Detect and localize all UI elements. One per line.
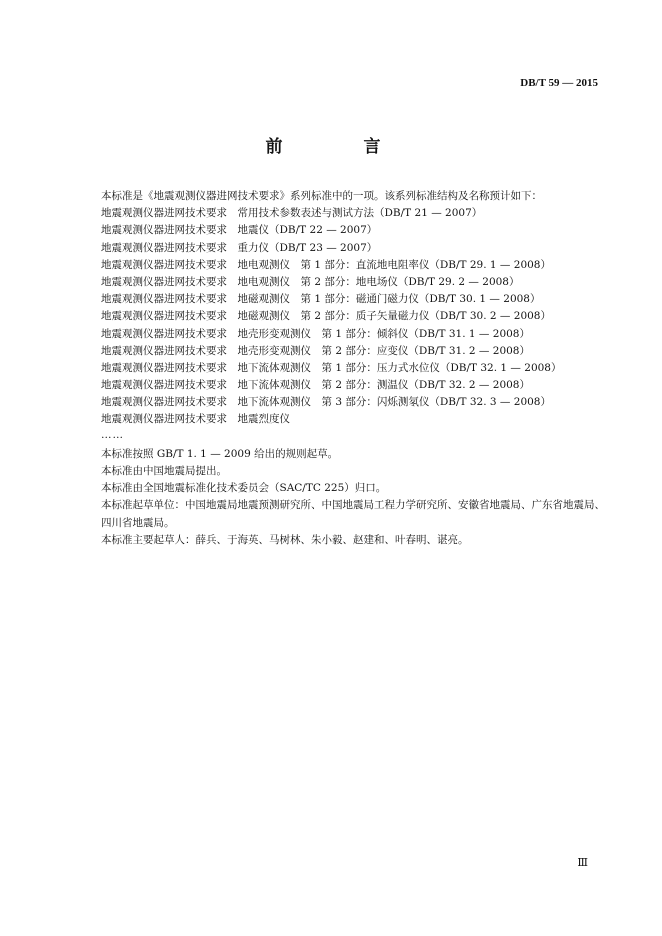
series-item: 地震观测仪器进网技术要求 地下流体观测仪 第 2 部分：测温仪（DB/T 32. 2 — 2008） (101, 379, 530, 392)
series-item: 地震观测仪器进网技术要求 重力仪（DB/T 23 — 2007） (101, 241, 378, 254)
proposed-by-paragraph: 本标准由中国地震局提出。 (101, 465, 227, 477)
series-list (101, 205, 607, 428)
foreword-body (101, 188, 607, 549)
intro-paragraph: 本标准是《地震观测仪器进网技术要求》系列标准中的一项。该系列标准结构及名称预计如下： (101, 190, 542, 202)
series-item: 地震观测仪器进网技术要求 地下流体观测仪 第 1 部分：压力式水位仪（DB/T 32. 1 — 2008） (101, 361, 562, 374)
drafters-paragraph: 本标准主要起草人：薛兵、于海英、马树林、朱小毅、赵建和、叶春明、谌亮。 (101, 533, 469, 546)
page-number: Ⅲ (577, 857, 588, 869)
series-item: 地震观测仪器进网技术要求 地磁观测仪 第 2 部分：质子矢量磁力仪（DB/T 30. 2 — 2008） (101, 310, 551, 323)
series-item: 地震观测仪器进网技术要求 地电观测仪 第 1 部分：直流地电阻率仪（DB/T 29. 1 — 2008） (101, 258, 551, 271)
drafting-units-paragraph: 本标准起草单位：中国地震局地震预测研究所、中国地震局工程力学研究所、安徽省地震局、广东省地震局、四川省地震局。 (101, 499, 605, 529)
series-item: 地震观测仪器进网技术要求 地震仪（DB/T 22 — 2007） (101, 224, 378, 237)
series-item: 地震观测仪器进网技术要求 地电观测仪 第 2 部分：地电场仪（DB/T 29. 2 — 2008） (101, 275, 520, 288)
series-item: 地震观测仪器进网技术要求 地下流体观测仪 第 3 部分：闪烁测氡仪（DB/T 32. 3 — 2008） (101, 396, 551, 409)
series-item: 地震观测仪器进网技术要求 常用技术参数表述与测试方法（DB/T 21 — 2007） (101, 207, 483, 220)
jurisdiction-paragraph: 本标准由全国地震标准化技术委员会（SAC/TC 225）归口。 (101, 482, 387, 495)
series-item: 地震观测仪器进网技术要求 地震烈度仪 (101, 413, 290, 426)
series-item: 地震观测仪器进网技术要求 地壳形变观测仪 第 1 部分：倾斜仪（DB/T 31. 1 — 2008） (101, 327, 530, 340)
series-item: 地震观测仪器进网技术要求 地壳形变观测仪 第 2 部分：应变仪（DB/T 31. 2 — 2008） (101, 344, 530, 357)
ellipsis: …… (101, 428, 124, 441)
series-item: 地震观测仪器进网技术要求 地磁观测仪 第 1 部分：磁通门磁力仪（DB/T 30. 1 — 2008） (101, 293, 541, 306)
standard-code: DB/T 59 — 2015 (520, 77, 598, 89)
page-title: 前 言 (265, 137, 413, 157)
drafting-rule-paragraph: 本标准按照 GB/T 1. 1 — 2009 给出的规则起草。 (101, 447, 339, 460)
